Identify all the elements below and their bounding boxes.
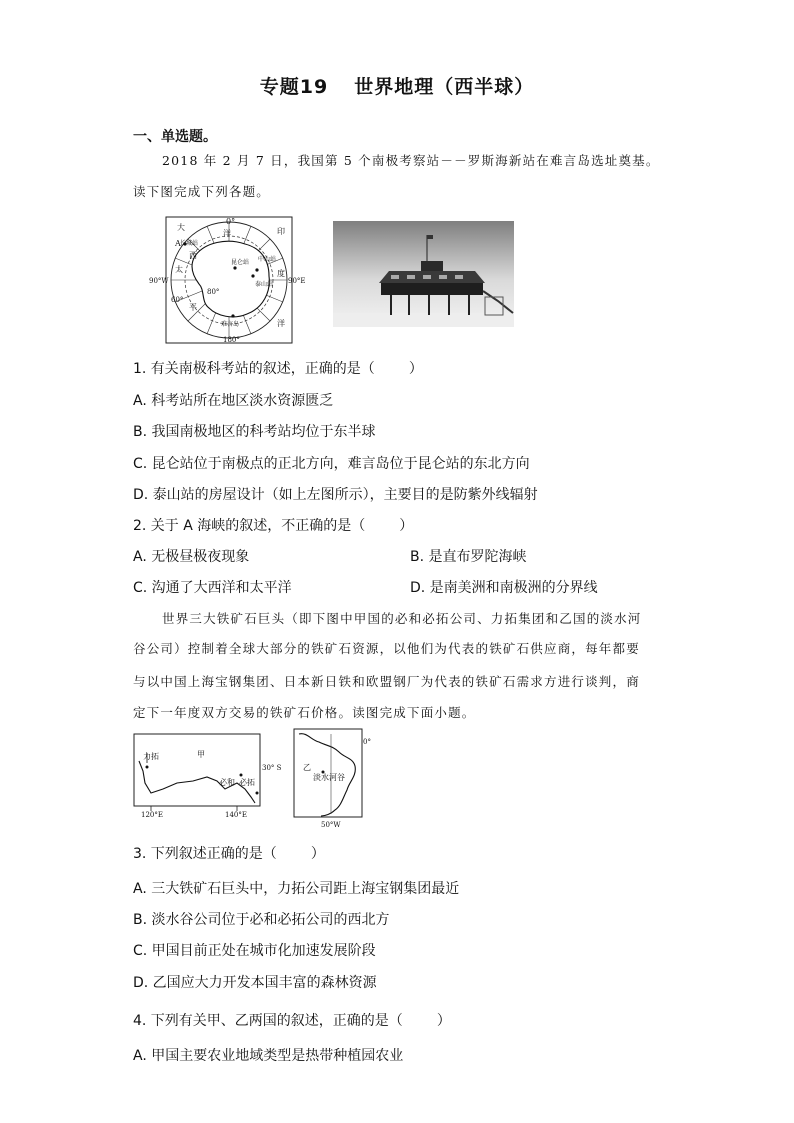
map-label-taishan: 泰山站 <box>255 281 274 288</box>
q3-option-c[interactable]: C. 甲国目前正处在城市化加速发展阶段 <box>133 943 376 959</box>
q2-option-d[interactable]: D. 是南美洲和南极洲的分界线 <box>410 580 598 596</box>
map-label-du: 度 <box>277 269 285 278</box>
q1-option-b[interactable]: B. 我国南极地区的科考站均位于东半球 <box>133 424 376 440</box>
antarctica-map <box>149 216 306 344</box>
q3-stem-close: ） <box>310 846 325 862</box>
map2-label-140e: 140°E <box>225 811 247 819</box>
page-title <box>0 72 794 99</box>
taishan-station-photo <box>333 221 514 327</box>
map2-label-lituo: 力拓 <box>143 752 159 761</box>
q3-option-d[interactable]: D. 乙国应大力开发本国丰富的森林资源 <box>133 975 377 991</box>
q1-stem <box>133 358 423 378</box>
map-label-90e: 90°E <box>288 277 306 285</box>
map-label-xi: 西 <box>189 251 197 260</box>
q4-stem-text: 4. 下列有关甲、乙两国的叙述，正确的是（ <box>133 1013 403 1029</box>
q1-option-c[interactable]: C. 昆仑站位于南极点的正北方向，难言岛位于昆仑站的东北方向 <box>133 456 530 472</box>
map3-label-0deg: 0° <box>363 738 371 746</box>
q1-stem-text: 1. 有关南极科考站的叙述，正确的是（ <box>133 361 375 377</box>
passage1-line1: 2018 年 2 月 7 日，我国第 5 个南极考察站－－罗斯海新站在难言岛选址奠基。 <box>162 153 660 168</box>
map-label-yang1: 洋 <box>223 229 231 238</box>
map-label-180deg: 180° <box>223 336 240 344</box>
map2-label-bihe: 必和 <box>219 778 235 787</box>
map-label-yang2: 洋 <box>277 319 285 328</box>
map2-label-120e: 120°E <box>141 811 163 819</box>
q2-stem <box>133 515 413 535</box>
q3-stem-text: 3. 下列叙述正确的是（ <box>133 846 277 862</box>
map3-label-danshuihe: 淡水河 <box>313 773 337 782</box>
brazil-map <box>293 728 377 830</box>
q2-option-c[interactable]: C. 沟通了大西洋和太平洋 <box>133 580 292 596</box>
map-label-80deg: 80° <box>207 288 220 296</box>
q1-stem-close: ） <box>408 361 423 377</box>
passage2-line1: 世界三大铁矿石巨头（即下图中甲国的必和必拓公司、力拓集团和乙国的淡水河 <box>162 611 642 626</box>
map-label-a: A <box>175 239 181 248</box>
map-label-ping: 平 <box>189 303 197 312</box>
q4-stem-close: ） <box>436 1013 451 1029</box>
q3-option-b[interactable]: B. 淡水谷公司位于必和必拓公司的西北方 <box>133 912 390 928</box>
q4-option-a[interactable]: A. 甲国主要农业地域类型是热带种植园农业 <box>133 1048 404 1064</box>
map-label-tai: 太 <box>175 265 183 274</box>
map2-label-30s: 30° S <box>262 764 282 772</box>
australia-map <box>133 733 291 819</box>
map-label-da: 大 <box>177 223 185 232</box>
q1-option-a[interactable]: A. 科考站所在地区淡水资源匮乏 <box>133 393 334 409</box>
q4-stem <box>133 1010 451 1030</box>
passage2-line4: 定下一年度双方交易的铁矿石价格。读图完成下面小题。 <box>133 705 476 720</box>
map3-label-50w: 50°W <box>321 821 341 829</box>
title-main: 专题19 <box>259 76 329 98</box>
map-label-yin: 印 <box>277 227 285 236</box>
map2-label-jia: 甲 <box>197 750 205 759</box>
map-label-changcheng: 长城站 <box>180 240 199 247</box>
map3-label-yi: 乙 <box>303 763 311 772</box>
q3-option-a[interactable]: A. 三大铁矿石巨头中，力拓公司距上海宝钢集团最近 <box>133 881 460 897</box>
section-heading: 一、单选题。 <box>133 129 217 145</box>
q2-stem-text: 2. 关于 A 海峡的叙述，不正确的是（ <box>133 518 366 534</box>
q2-option-a[interactable]: A. 无极昼极夜现象 <box>133 549 250 565</box>
title-sub: 世界地理（西半球） <box>354 76 535 98</box>
passage1-line2: 读下图完成下列各题。 <box>133 184 271 199</box>
map-label-0deg: 0° <box>226 217 236 226</box>
q1-option-d[interactable]: D. 泰山站的房屋设计（如上左图所示），主要目的是防紫外线辐射 <box>133 487 538 503</box>
passage2-line2: 谷公司）控制着全球大部分的铁矿石资源，以他们为代表的铁矿石供应商，每年都要 <box>133 641 640 656</box>
q2-stem-close: ） <box>399 518 414 534</box>
map-label-kunlun: 昆仑站 <box>231 259 250 266</box>
map3-label-gu: 谷 <box>337 773 345 782</box>
map-label-90w: 90°W <box>149 277 169 285</box>
passage2-line3: 与以中国上海宝钢集团、日本新日铁和欧盟钢厂为代表的铁矿石需求方进行谈判，商 <box>133 674 640 689</box>
map2-label-bituo: 必拓 <box>239 778 255 787</box>
q2-option-b[interactable]: B. 是直布罗陀海峡 <box>410 549 527 565</box>
map-label-60deg: 60° <box>171 296 184 304</box>
q3-stem <box>133 843 325 863</box>
map-label-zhongshan: 中山站 <box>258 256 277 263</box>
map-label-nanyan: 难言岛 <box>221 321 240 328</box>
